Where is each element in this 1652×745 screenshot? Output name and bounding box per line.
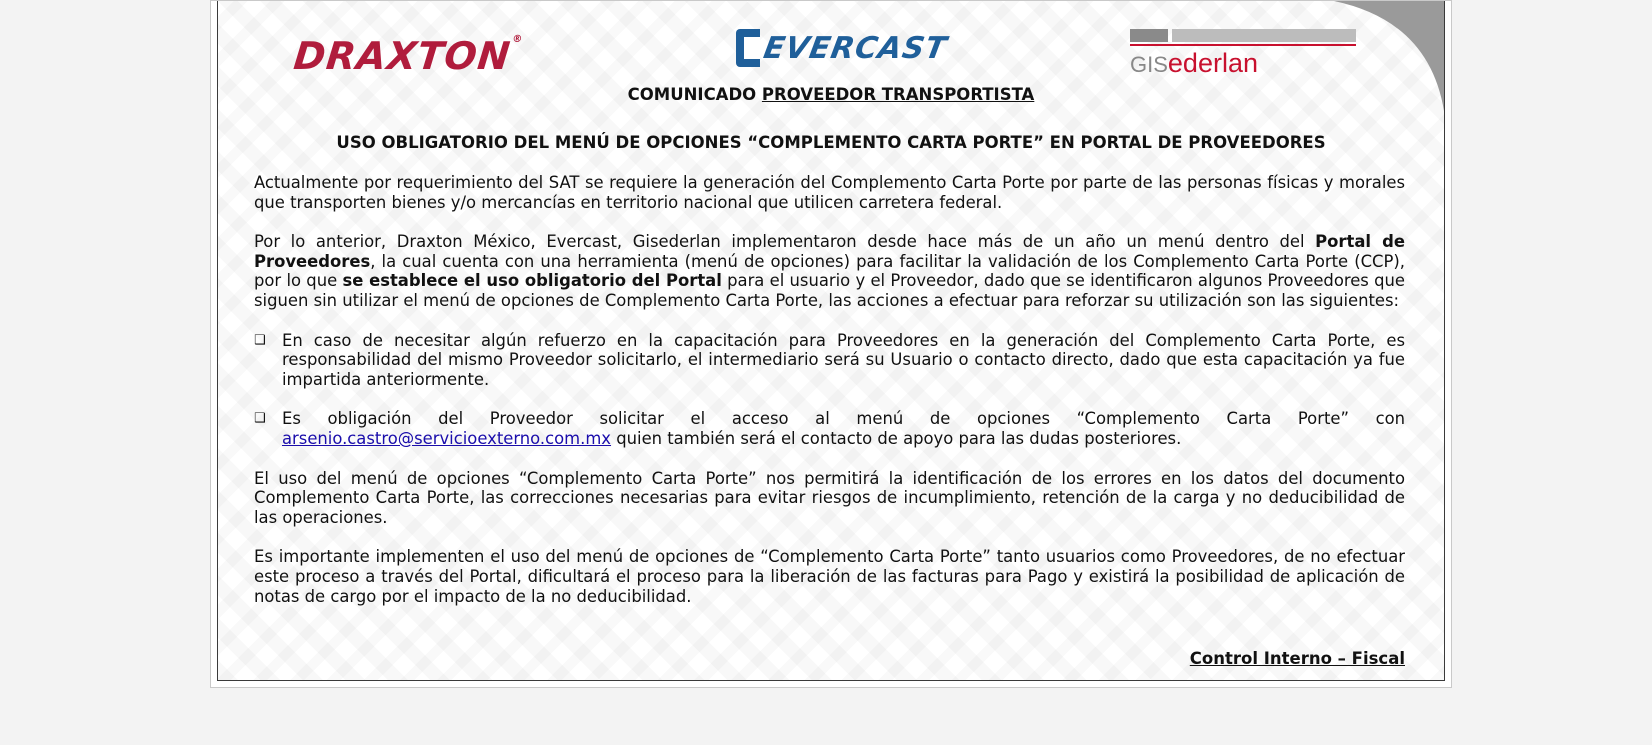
gisederlan-red-line: [1130, 44, 1356, 46]
title-prefix: COMUNICADO: [627, 85, 762, 104]
communique-title: [218, 85, 1444, 104]
gisederlan-suffix: ederlan: [1167, 48, 1258, 78]
document-body: [254, 173, 1405, 626]
gisederlan-bars: [1130, 29, 1356, 42]
paragraph-2-text-c: , la cual cuenta con una herramienta (menú de opciones) para facilitar la validación de los Complemento Carta Porte (CCP), por lo que: [254, 251, 1405, 291]
paragraph-3: El uso del menú de opciones “Complemento Carta Porte” nos permitirá la identificación de los errores en los datos del documento Complemento Carta Porte, las correcciones necesarias para evitar riesgos de incumplimiento, retención de la carga y no deducibilidad de las operaciones.: [254, 468, 1405, 527]
bullet-2-text-a: Es obligación del Proveedor solicitar el acceso al menú de opciones “Complemento Carta Porte” con: [282, 409, 1405, 429]
gisederlan-bar-dark: [1130, 29, 1168, 42]
gisederlan-logo-text: [1130, 50, 1356, 77]
paragraph-4: Es importante implementen el uso del menú de opciones de “Complemento Carta Porte” tanto usuarios como Proveedores, de no efectuar este proceso a través del Portal, dificultará el proceso para la liberación de las facturas para Pago y existirá la posibilidad de aplicación de notas de cargo por el impacto de la no deducibilidad.: [254, 547, 1405, 606]
bullet-1-text: En caso de necesitar algún refuerzo en la capacitación para Proveedores en la generación del Complemento Carta Porte, es responsabilidad del mismo Proveedor solicitarlo, el intermediario será su Usuario o contacto directo, dado que esta capacitación ya fue impartida anteriormente.: [282, 330, 1405, 389]
checkbox-bullet-icon: ❑: [254, 411, 266, 427]
document-page: [217, 1, 1445, 681]
bullet-2-text-b: quien también será el contacto de apoyo para las dudas posteriores.: [611, 428, 1182, 448]
registered-mark: ®: [511, 34, 524, 45]
evercast-logo-text: EVERCAST: [760, 30, 950, 66]
draxton-logo: [292, 34, 524, 78]
paragraph-1: Actualmente por requerimiento del SAT se requiere la generación del Complemento Carta Porte por parte de las personas físicas y morales que transporten bienes y/o mercancías en territorio nacional que utilicen carretera federal.: [254, 173, 1405, 212]
paragraph-2-bold-portal: Portal de Proveedores: [254, 232, 1405, 271]
gisederlan-logo: [1130, 29, 1356, 77]
bullet-item-2: [254, 409, 1405, 448]
draxton-logo-text: DRAXTON: [291, 34, 513, 78]
paragraph-2: [254, 232, 1405, 310]
email-link[interactable]: arsenio.castro@servicioexterno.com.mx: [282, 428, 612, 448]
title-underlined: PROVEEDOR TRANSPORTISTA: [761, 85, 1035, 104]
communique-subtitle: USO OBLIGATORIO DEL MENÚ DE OPCIONES “COMPLEMENTO CARTA PORTE” EN PORTAL DE PROVEEDORES: [336, 133, 1326, 152]
evercast-mark-icon: [736, 29, 760, 67]
gisederlan-bar-light: [1172, 29, 1356, 42]
document-frame: [210, 0, 1452, 688]
paragraph-2-bold-obligatorio: se establece el uso obligatorio del Portal: [342, 271, 722, 291]
paragraph-2-text-e: para el usuario y el Proveedor, dado que se identificaron algunos Proveedores que siguen sin utilizar el menú de opciones de Complemento Carta Porte, las acciones a efectuar para reforzar su utilización son las siguientes:: [254, 271, 1405, 310]
bullet-item-1: [254, 331, 1405, 390]
paragraph-2-text-a: Por lo anterior, Draxton México, Evercast, Gisederlan implementaron desde hace más de un año un menú dentro del: [254, 232, 1316, 252]
signature: Control Interno – Fiscal: [1189, 649, 1405, 668]
gisederlan-prefix: GIS: [1130, 52, 1168, 77]
bullet-2-text: [282, 409, 1405, 448]
checkbox-bullet-icon: ❑: [254, 332, 266, 348]
evercast-logo: [736, 29, 950, 67]
